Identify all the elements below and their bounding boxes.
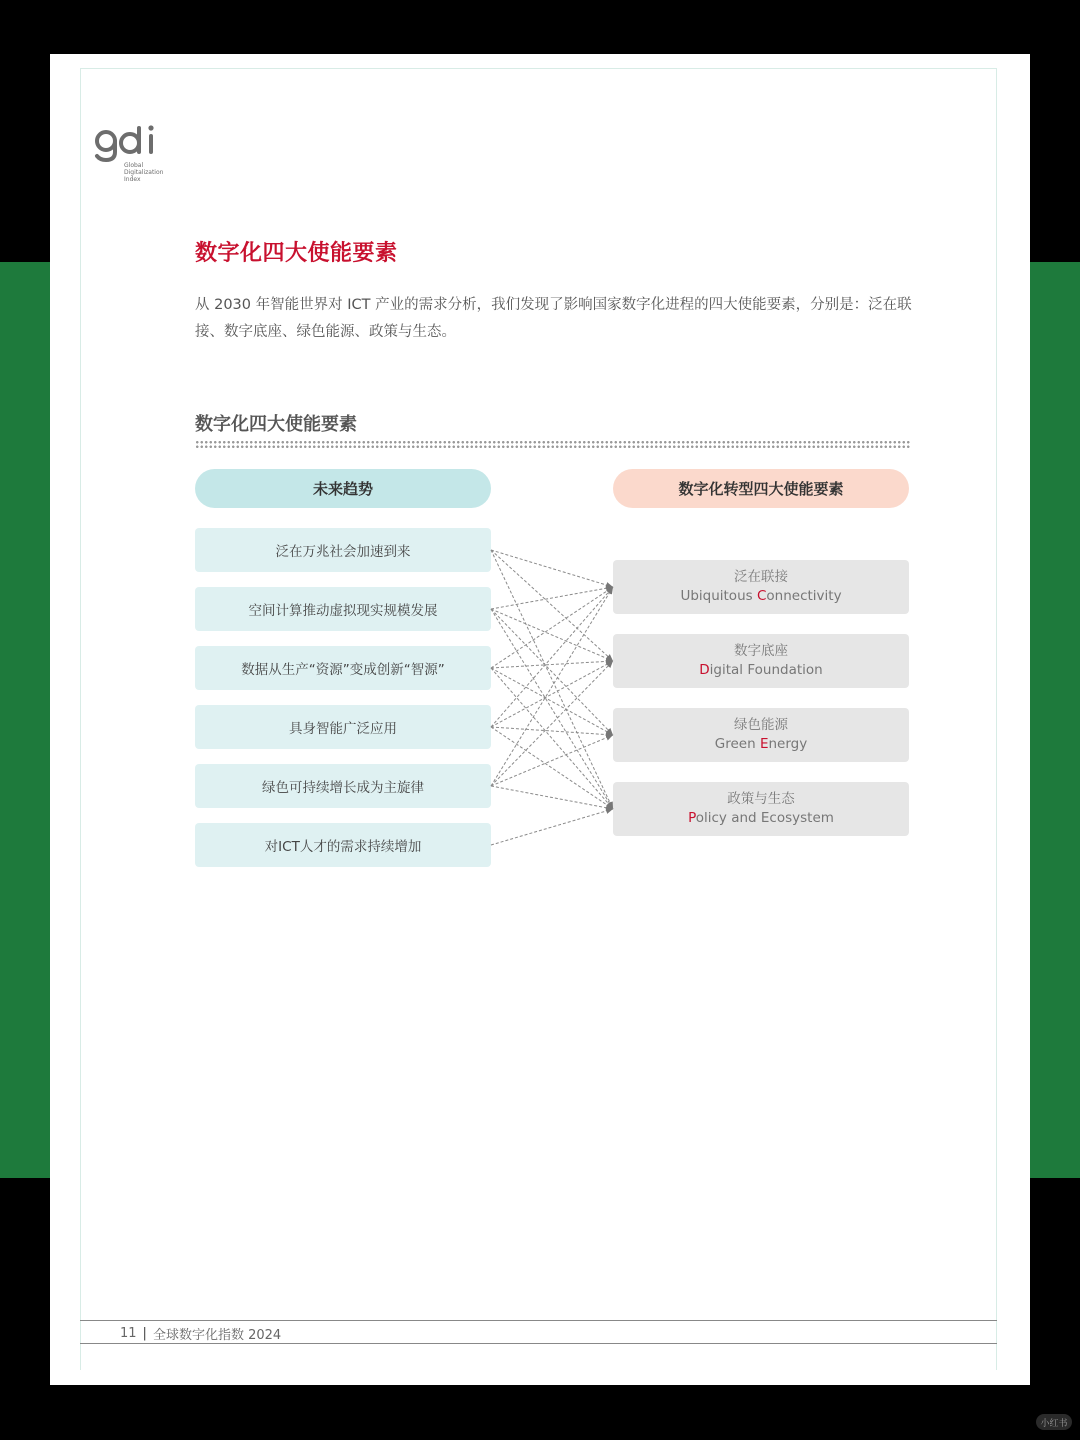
factor-box-green-energy [613, 708, 909, 762]
factor-en-text: Green [714, 736, 760, 752]
document-page [50, 54, 1030, 1385]
factor-en [699, 661, 822, 680]
gdi-logo-mark [94, 124, 164, 164]
logo-sub-line: Global [124, 162, 144, 169]
page-number: 11 [120, 1326, 137, 1341]
footer-rule [80, 1320, 997, 1321]
corner-badge: 小红书 [1036, 1414, 1072, 1430]
diagram-title: 数字化四大使能要素 [195, 414, 357, 435]
publication-title: 全球数字化指数 2024 [152, 1328, 282, 1343]
trend-box: 绿色可持续增长成为主旋律 [195, 764, 491, 808]
factor-en-text: olicy and Ecosystem [695, 810, 834, 826]
intro-paragraph: 从 2030 年智能世界对 ICT 产业的需求分析，我们发现了影响国家数字化进程的四大使能要素，分别是：泛在联接、数字底座、绿色能源、政策与生态。 [195, 297, 912, 340]
footer-rule [80, 1343, 997, 1344]
trend-box: 数据从生产“资源”变成创新“智源” [195, 646, 491, 690]
factor-en-text: onnectivity [766, 588, 842, 604]
factor-en-initial: E [759, 736, 769, 752]
factor-box-connectivity [613, 560, 909, 614]
factor-cn: 泛在联接 [734, 569, 788, 585]
enablers-header: 数字化转型四大使能要素 [613, 469, 909, 508]
factor-cn: 政策与生态 [727, 791, 795, 807]
dotted-divider [195, 440, 911, 448]
logo-sub-line: Digitalization [124, 169, 164, 176]
factor-en [680, 587, 841, 606]
factor-box-digital-foundation [613, 634, 909, 688]
factor-box-policy-ecosystem [613, 782, 909, 836]
factor-cn: 数字底座 [734, 643, 788, 659]
logo-sub-line: Index [124, 176, 141, 183]
trend-box: 具身智能广泛应用 [195, 705, 491, 749]
footer-separator: | [142, 1326, 147, 1341]
future-trends-header: 未来趋势 [195, 469, 491, 508]
factor-en-initial: C [756, 588, 767, 604]
factor-en [715, 735, 807, 754]
factor-en-initial: P [688, 810, 696, 826]
page-heading: 数字化四大使能要素 [195, 241, 398, 266]
page-footer [120, 1324, 281, 1343]
factor-en-text: igital Foundation [709, 662, 823, 678]
factor-en [688, 809, 834, 828]
trend-box: 空间计算推动虚拟现实规模发展 [195, 587, 491, 631]
factor-en-text: Ubiquitous [680, 588, 757, 604]
gdi-logo [94, 124, 184, 188]
trend-box: 对ICT人才的需求持续增加 [195, 823, 491, 867]
factor-en-initial: D [699, 662, 710, 678]
trend-box: 泛在万兆社会加速到来 [195, 528, 491, 572]
factor-cn: 绿色能源 [734, 717, 788, 733]
logo-subtitle [124, 162, 163, 183]
factor-en-text: nergy [768, 736, 808, 752]
